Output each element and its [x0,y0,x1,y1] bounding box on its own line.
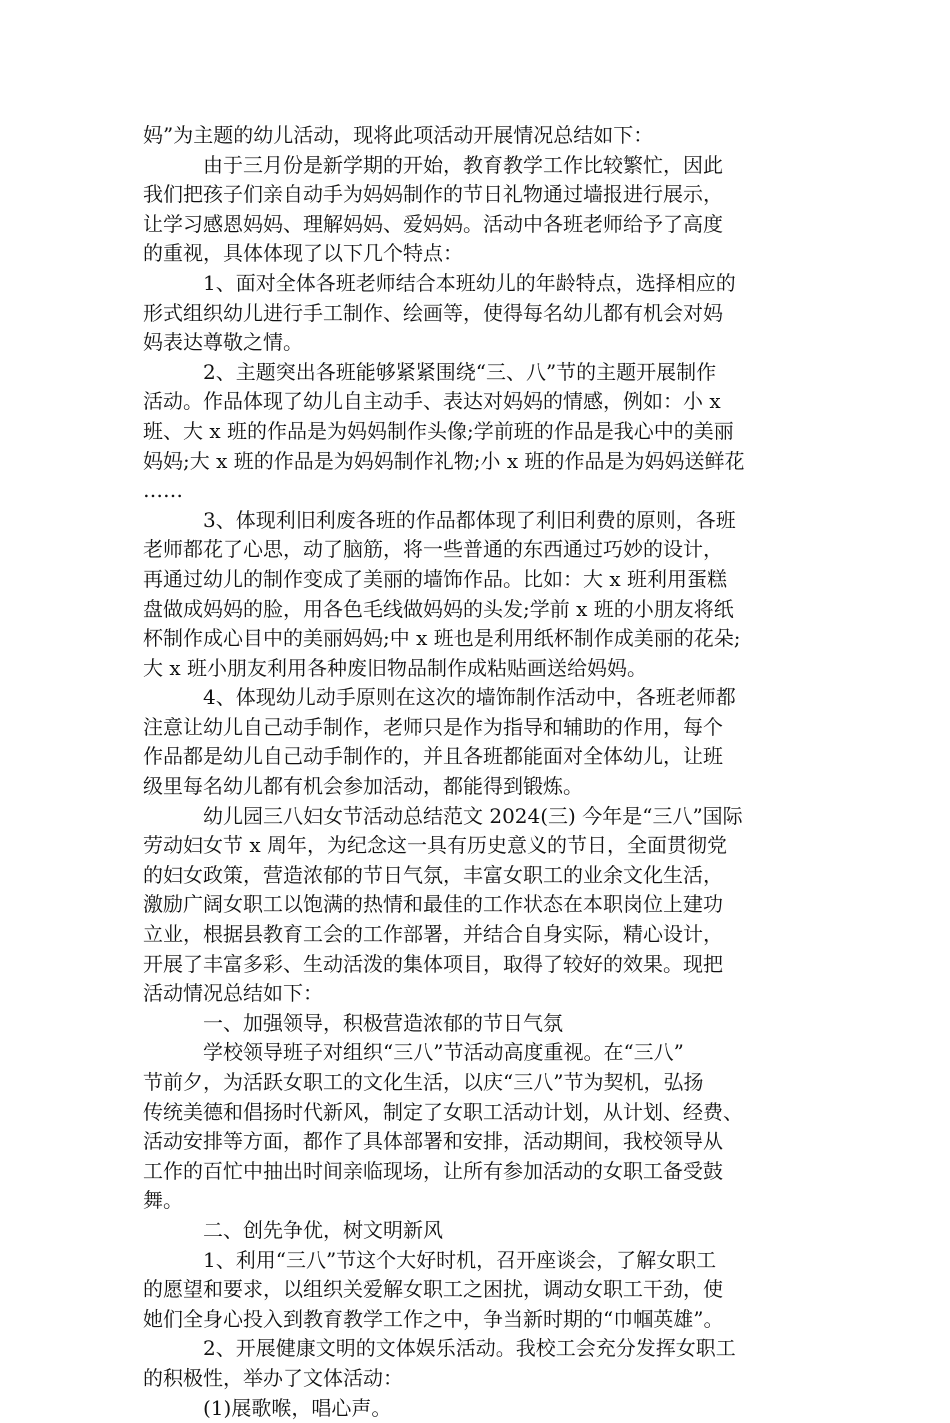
text-line: 杯制作成心目中的美丽妈妈;中 x 班也是利用纸杯制作成美丽的花朵; [143,626,741,651]
text-line: 的妇女政策，营造浓郁的节日气氛，丰富女职工的业余文化生活， [143,862,723,887]
text-line: 盘做成妈妈的脸，用各色毛线做妈妈的头发;学前 x 班的小朋友将纸 [143,596,734,621]
text-line: 学校领导班子对组织“三八”节活动高度重视。在“三八” [203,1040,684,1065]
text-line: 注意让幼儿自己动手制作，老师只是作为指导和辅助的作用，每个 [143,714,723,739]
text-line: 班、大 x 班的作品是为妈妈制作头像;学前班的作品是我心中的美丽 [143,418,734,443]
text-line: 一、加强领导，积极营造浓郁的节日气氛 [203,1010,563,1035]
text-line: 节前夕，为活跃女职工的文化生活，以庆“三八”节为契机，弘扬 [143,1070,704,1094]
text-line: 3、体现利旧利废各班的作品都体现了利旧利费的原则，各班 [203,507,736,532]
text-line: 我们把孩子们亲自动手为妈妈制作的节日礼物通过墙报进行展示， [143,182,723,207]
text-line: 大 x 班小朋友利用各种废旧物品制作成粘贴画送给妈妈。 [143,655,647,680]
text-line: 活动安排等方面，都作了具体部署和安排，活动期间，我校领导从 [143,1129,723,1154]
text-line: 让学习感恩妈妈、理解妈妈、爱妈妈。活动中各班老师给予了高度 [143,211,723,236]
text-line: 幼儿园三八妇女节活动总结范文 2024(三) 今年是“三八”国际 [203,803,743,828]
text-line: 再通过幼儿的制作变成了美丽的墙饰作品。比如：大 x 班利用蛋糕 [143,566,727,591]
text-line: 由于三月份是新学期的开始，教育教学工作比较繁忙，因此 [203,152,723,177]
text-line: 形式组织幼儿进行手工制作、绘画等，使得每名幼儿都有机会对妈 [143,300,723,325]
text-line: 的积极性，举办了文体活动： [143,1365,403,1390]
text-line: 舞。 [143,1188,183,1213]
text-line: 妈妈;大 x 班的作品是为妈妈制作礼物;小 x 班的作品是为妈妈送鲜花 [143,448,745,473]
text-line: 2、开展健康文明的文体娱乐活动。我校工会充分发挥女职工 [203,1336,736,1361]
text-line: (1)展歌喉，唱心声。 [203,1395,392,1420]
text-line: 的重视，具体体现了以下几个特点： [143,241,463,266]
text-line: 立业，根据县教育工会的工作部署，并结合自身实际，精心设计， [143,922,723,947]
text-line: 妈”为主题的幼儿活动，现将此项活动开展情况总结如下： [143,123,654,147]
text-line: 1、面对全体各班老师结合本班幼儿的年龄特点，选择相应的 [203,270,736,295]
text-line: 活动。作品体现了幼儿自主动手、表达对妈妈的情感，例如：小 x [143,389,721,414]
text-line: 作品都是幼儿自己动手制作的，并且各班都能面对全体幼儿，让班 [143,744,723,769]
text-line: 2、主题突出各班能够紧紧围绕“三、八”节的主题开展制作 [203,359,717,384]
text-line: 她们全身心投入到教育教学工作之中，争当新时期的“巾帼英雄”。 [143,1306,724,1331]
text-line: 开展了丰富多彩、生动活泼的集体项目，取得了较好的效果。现把 [143,951,723,976]
text-line: 传统美德和倡扬时代新风，制定了女职工活动计划，从计划、经费、 [143,1099,743,1124]
document-body [143,121,819,1423]
text-line: 的愿望和要求，以组织关爱解女职工之困扰，调动女职工干劲，使 [143,1277,723,1302]
text-line: 级里每名幼儿都有机会参加活动，都能得到锻炼。 [143,774,583,799]
text-line: 工作的百忙中抽出时间亲临现场，让所有参加活动的女职工备受鼓 [143,1158,723,1183]
text-line: 活动情况总结如下： [143,981,323,1006]
text-line: 激励广阔女职工以饱满的热情和最佳的工作状态在本职岗位上建功 [143,892,723,917]
text-line: 4、体现幼儿动手原则在这次的墙饰制作活动中，各班老师都 [203,685,736,710]
text-line: 1、利用“三八”节这个大好时机，召开座谈会，了解女职工 [203,1247,717,1272]
text-line: 老师都花了心思，动了脑筋，将一些普通的东西通过巧妙的设计， [143,537,723,562]
text-line: 二、创先争优，树文明新风 [203,1217,443,1242]
text-line: …… [143,478,183,503]
text-line: 妈表达尊敬之情。 [143,330,303,355]
text-line: 劳动妇女节 x 周年，为纪念这一具有历史意义的节日，全面贯彻党 [143,833,727,858]
